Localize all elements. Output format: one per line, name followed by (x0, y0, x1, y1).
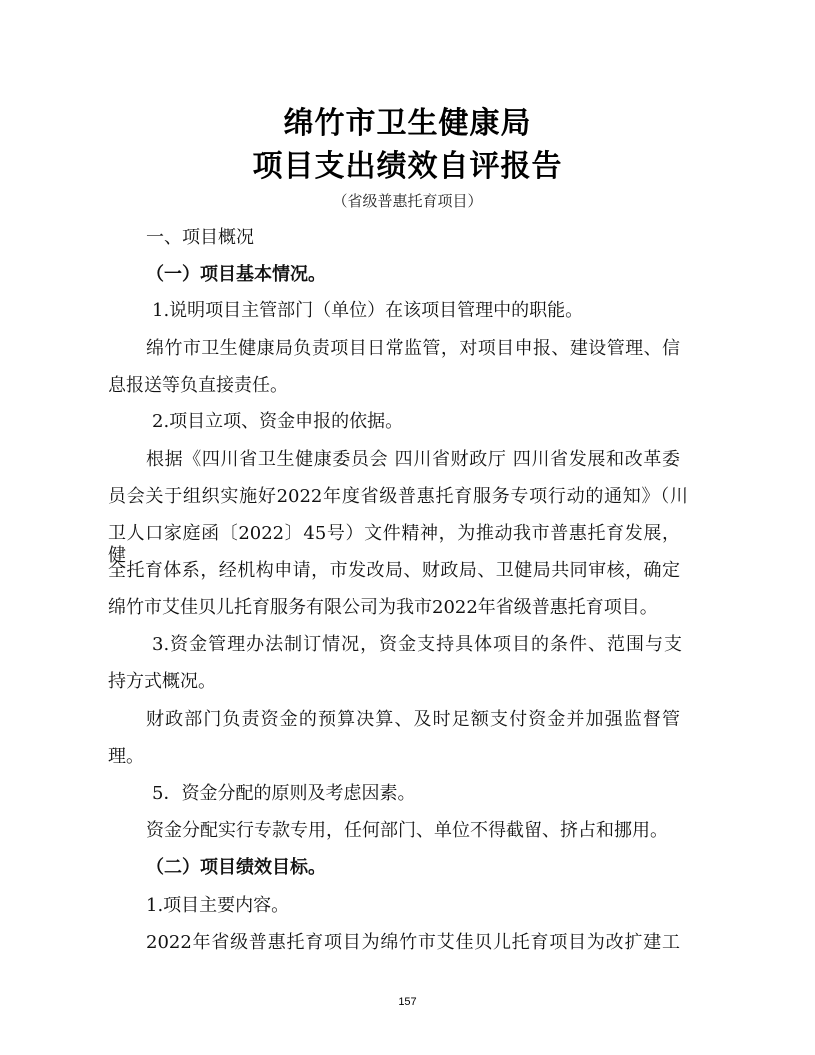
document-title-line2: 项目支出绩效自评报告 (252, 149, 563, 184)
section-heading-1: 一、项目概况 (146, 227, 254, 248)
paragraph-line: 财政部门负责资金的预算决算、及时足额支付资金并加强监督管 (146, 709, 680, 730)
subsection-heading-goals: （二）项目绩效目标。 (146, 857, 326, 878)
paragraph-line: 绵竹市卫生健康局负责项目日常监管，对项目申报、建设管理、信 (146, 338, 680, 359)
subsection-heading-basic-info: （一）项目基本情况。 (146, 264, 326, 285)
paragraph-line: 绵竹市艾佳贝儿托育服务有限公司为我市2022年省级普惠托育项目。 (108, 597, 658, 618)
paragraph-line: 资金分配实行专款专用，任何部门、单位不得截留、挤占和挪用。 (146, 820, 668, 841)
paragraph-line: 息报送等负直接责任。 (108, 375, 288, 396)
paragraph-line: 员会关于组织实施好2022年度省级普惠托育服务专项行动的通知》（川 (108, 486, 688, 507)
page-number: 157 (398, 996, 417, 1008)
item-heading-2: 2.项目立项、资金申报的依据。 (152, 411, 404, 432)
document-subtitle: （省级普惠托育项目） (332, 192, 483, 210)
item-heading-3-cont: 持方式概况。 (108, 671, 216, 692)
paragraph-line: 根据《四川省卫生健康委员会 四川省财政厅 四川省发展和改革委 (146, 449, 680, 470)
item-heading-goal-1: 1.项目主要内容。 (146, 895, 290, 916)
item-heading-1: 1.说明项目主管部门（单位）在该项目管理中的职能。 (152, 300, 584, 321)
item-heading-3: 3.资金管理办法制订情况，资金支持具体项目的条件、范围与支 (152, 634, 682, 655)
item-heading-5: 5．资金分配的原则及考虑因素。 (152, 783, 416, 804)
document-title-line1: 绵竹市卫生健康局 (283, 106, 532, 141)
paragraph-line: 理。 (108, 746, 144, 767)
paragraph-line: 全托育体系，经机构申请，市发改局、财政局、卫健局共同审核，确定 (108, 560, 680, 581)
paragraph-line: 2022年省级普惠托育项目为绵竹市艾佳贝儿托育项目为改扩建工 (146, 932, 680, 953)
paragraph-line: 卫人口家庭函〔2022〕45号）文件精神，为推动我市普惠托育发展，健 (108, 523, 680, 566)
